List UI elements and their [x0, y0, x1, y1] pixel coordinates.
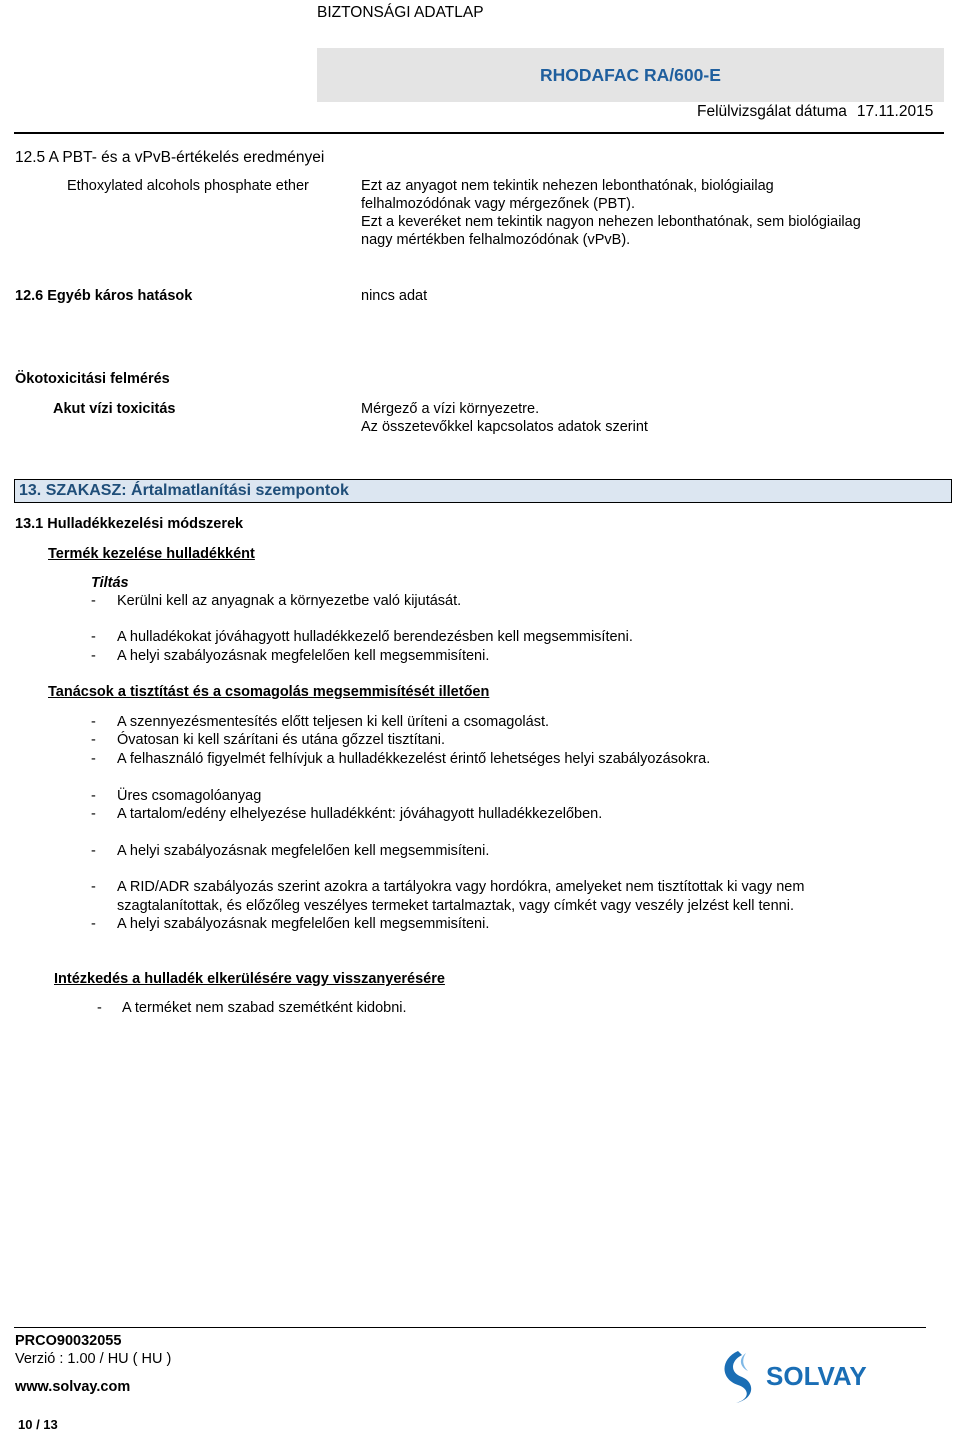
bullet-dash: - — [91, 806, 96, 822]
bullet-dash: - — [91, 593, 96, 609]
pbt-line: Ezt az anyagot nem tekintik nehezen lebonthatónak, biológiailag — [361, 178, 774, 194]
document-type: BIZTONSÁGI ADATLAP — [317, 4, 484, 21]
product-code: PRCO90032055 — [15, 1333, 122, 1349]
list-item: A helyi szabályozásnak megfelelően kell megsemmisíteni. — [117, 843, 490, 859]
list-item: A RID/ADR szabályozás szerint azokra a tartályokra vagy hordókra, amelyeket nem tisztítottak ki vagy nem — [117, 879, 805, 895]
website-link[interactable]: www.solvay.com — [15, 1379, 131, 1395]
brand-name: SOLVAY — [766, 1361, 867, 1391]
acute-toxicity-line: Az összetevőkkel kapcsolatos adatok szerint — [361, 419, 648, 435]
packaging-heading: Tanácsok a tisztítást és a csomagolás megsemmisítését illetően — [48, 684, 490, 700]
bullet-dash: - — [91, 648, 96, 664]
bullet-dash: - — [91, 788, 96, 804]
bullet-dash: - — [91, 843, 96, 859]
section-12-6-value: nincs adat — [361, 288, 428, 304]
section-13-1-title: 13.1 Hulladékkezelési módszerek — [15, 516, 244, 532]
section-13-title: 13. SZAKASZ: Ártalmatlanítási szempontok — [19, 482, 349, 499]
product-name: RHODAFAC RA/600-E — [540, 65, 721, 85]
substance-name: Ethoxylated alcohols phosphate ether — [67, 178, 309, 194]
list-item: Óvatosan ki kell szárítani és utána gőzzel tisztítani. — [117, 732, 446, 748]
solvay-swirl-icon — [725, 1351, 752, 1403]
pbt-line: Ezt a keveréket nem tekintik nagyon nehezen lebonthatónak, sem biológiailag — [361, 214, 861, 230]
header-divider — [14, 132, 944, 134]
pbt-line: nagy mértékben felhalmozódónak (vPvB). — [361, 232, 631, 248]
version-info: Verzió : 1.00 / HU ( HU ) — [15, 1351, 172, 1367]
revision-date: 17.11.2015 — [856, 103, 934, 120]
bullet-dash: - — [91, 879, 96, 895]
ecotox-title: Ökotoxicitási felmérés — [15, 371, 170, 387]
bullet-dash: - — [97, 1000, 102, 1016]
bullet-dash: - — [91, 751, 96, 767]
solvay-logo — [716, 1349, 936, 1403]
waste-avoidance-heading: Intézkedés a hulladék elkerülésére vagy visszanyerésére — [54, 971, 445, 987]
list-item: A szennyezésmentesítés előtt teljesen ki kell üríteni a csomagolást. — [117, 714, 549, 730]
section-12-5-title: 12.5 A PBT- és a vPvB-értékelés eredményei — [15, 149, 325, 166]
list-item: Kerülni kell az anyagnak a környezetbe való kijutását. — [117, 593, 462, 609]
page-number: 10 / 13 — [18, 1417, 58, 1432]
list-item: A terméket nem szabad szemétként kidobni. — [122, 1000, 407, 1016]
bullet-dash: - — [91, 732, 96, 748]
bullet-dash: - — [91, 916, 96, 932]
pbt-line: felhalmozódónak vagy mérgezőnek (PBT). — [361, 196, 636, 212]
acute-toxicity-label: Akut vízi toxicitás — [53, 401, 176, 417]
prohibition-label: Tiltás — [91, 575, 129, 591]
list-item: A hulladékokat jóváhagyott hulladékkezelő berendezésben kell megsemmisíteni. — [117, 629, 633, 645]
list-item-continuation: szagtalanítottak, és előzőleg veszélyes termeket tartalmaztak, vagy címkét vagy veszély jelzést kell tenni. — [117, 898, 794, 914]
footer-divider — [14, 1327, 926, 1328]
list-item: A felhasználó figyelmét felhívjuk a hulladékkezelést érintő lehetséges helyi szabályozásokra. — [117, 751, 711, 767]
bullet-dash: - — [91, 629, 96, 645]
list-item: Üres csomagolóanyag — [117, 788, 262, 804]
acute-toxicity-line: Mérgező a vízi környezetre. — [361, 401, 540, 417]
revision-label: Felülvizsgálat dátuma — [697, 103, 847, 120]
section-12-6-title: 12.6 Egyéb káros hatások — [15, 288, 193, 304]
list-item: A helyi szabályozásnak megfelelően kell megsemmisíteni. — [117, 648, 490, 664]
revision-date-line — [697, 103, 933, 121]
bullet-dash: - — [91, 714, 96, 730]
product-waste-heading: Termék kezelése hulladékként — [48, 546, 255, 562]
list-item: A tartalom/edény elhelyezése hulladékként: jóváhagyott hulladékkezelőben. — [117, 806, 603, 822]
list-item: A helyi szabályozásnak megfelelően kell megsemmisíteni. — [117, 916, 490, 932]
